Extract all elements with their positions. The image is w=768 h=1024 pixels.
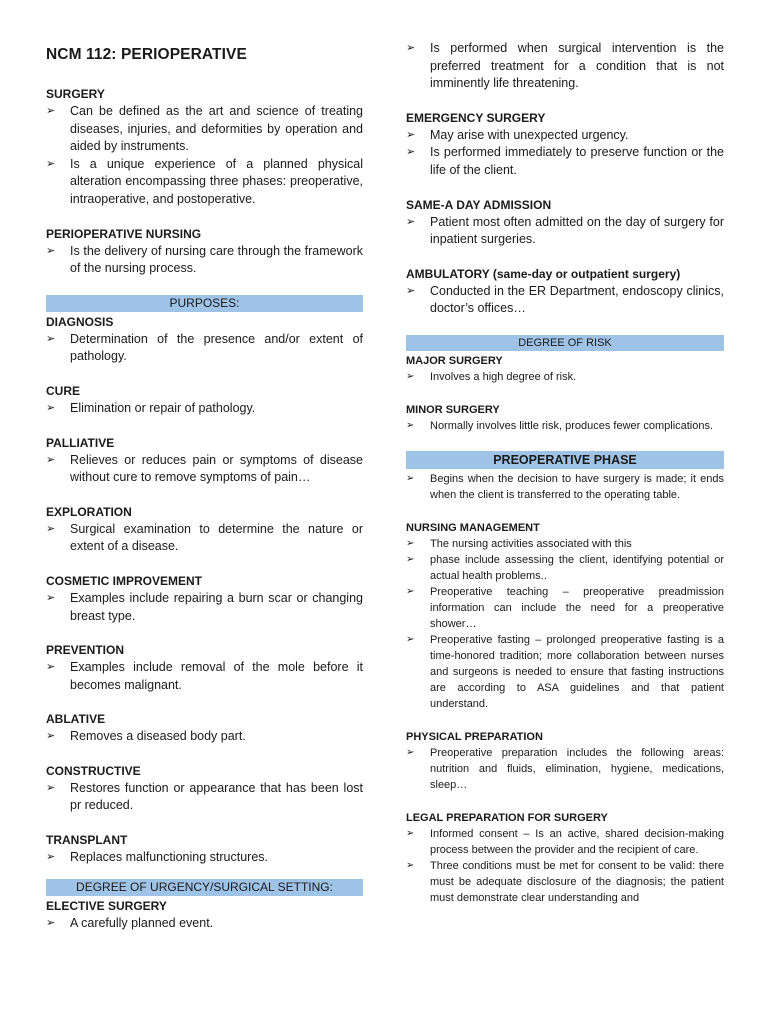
arrow-bullet-icon: ➢: [406, 42, 416, 54]
bullet-list-preoperative-phase: [406, 471, 724, 503]
bullet-list-emergency-surgery: [406, 127, 724, 180]
section-heading-major-surgery: MAJOR SURGERY: [406, 354, 503, 367]
list-item: ➢ Surgical examination to determine the nature or extent of a disease.: [46, 521, 363, 554]
list-item: ➢ Elimination or repair of pathology.: [46, 400, 363, 418]
arrow-bullet-icon: ➢: [406, 215, 416, 228]
arrow-bullet-icon: ➢: [46, 453, 56, 466]
section-heading-prevention: PREVENTION: [46, 643, 125, 658]
arrow-bullet-icon: ➢: [46, 661, 56, 674]
section-bar-degree-of-urgency: DEGREE OF URGENCY/SURGICAL SETTING:: [46, 879, 363, 896]
arrow-bullet-icon: ➢: [406, 553, 415, 565]
arrow-bullet-icon: ➢: [406, 284, 416, 297]
bullet-list-physical-preparation: [406, 745, 724, 793]
section-heading-emergency-surgery: EMERGENCY SURGERY: [406, 110, 546, 125]
arrow-bullet-icon: ➢: [406, 146, 416, 159]
section-heading-ambulatory: AMBULATORY (same-day or outpatient surgery): [406, 266, 681, 281]
section-heading-elective-surgery: ELECTIVE SURGERY: [46, 898, 167, 913]
list-item: ➢ Patient most often admitted on the day of surgery for inpatient surgeries.: [406, 214, 724, 247]
list-item: ➢ Can be defined as the art and science of treating diseases, injuries, and deformities by operation and aided by instruments.: [46, 104, 363, 154]
list-item: ➢ Is performed when surgical intervention is the preferred treatment for a condition that is not imminently life threatening.: [406, 41, 724, 91]
section-heading-physical-preparation: PHYSICAL PREPARATION: [406, 730, 543, 743]
bullet-list-diagnosis: [46, 331, 363, 366]
section-heading-surgery: SURGERY: [46, 87, 105, 101]
bullet-list-transplant: [46, 849, 363, 867]
bullet-list-prevention: [46, 659, 363, 694]
arrow-bullet-icon: ➢: [406, 585, 415, 597]
page-title: NCM 112: PERIOPERATIVE: [46, 46, 247, 63]
bullet-list-exploration: [46, 521, 363, 556]
list-item: ➢ Restores function or appearance that has been lost pr reduced.: [46, 780, 363, 813]
section-heading-exploration: EXPLORATION: [46, 504, 132, 519]
section-heading-minor-surgery: MINOR SURGERY: [406, 403, 500, 416]
list-item: ➢ Is the delivery of nursing care through the framework of the nursing process.: [46, 243, 363, 276]
arrow-bullet-icon: ➢: [46, 851, 56, 864]
list-item: ➢ Normally involves little risk, produces fewer complications.: [406, 419, 714, 432]
arrow-bullet-icon: ➢: [46, 244, 56, 257]
section-heading-nursing-management: NURSING MANAGEMENT: [406, 521, 540, 534]
arrow-bullet-icon: ➢: [46, 157, 56, 170]
bullet-list-major-surgery: [406, 369, 724, 385]
bullet-list-palliative: [46, 452, 363, 487]
list-item: ➢ Begins when the decision to have surgery is made; it ends when the client is transferred to the operating table.: [406, 472, 724, 501]
arrow-bullet-icon: ➢: [406, 633, 415, 645]
arrow-bullet-icon: ➢: [406, 472, 415, 484]
bullet-list-cosmetic-improvement: [46, 590, 363, 625]
section-heading-cure: CURE: [46, 383, 81, 398]
list-item: ➢ The nursing activities associated with this: [406, 537, 632, 550]
arrow-bullet-icon: ➢: [46, 916, 56, 929]
section-bar-preoperative-phase: PREOPERATIVE PHASE: [406, 451, 724, 469]
section-heading-ablative: ABLATIVE: [46, 712, 106, 727]
list-item: ➢ Three conditions must be met for consent to be valid: there must be adequate disclosure of the diagnosis; the patient must demonstrate clear understanding and: [406, 859, 724, 904]
list-item: ➢ Examples include removal of the mole before it becomes malignant.: [46, 660, 363, 692]
bullet-list-constructive: [46, 780, 363, 815]
arrow-bullet-icon: ➢: [406, 370, 415, 382]
bullet-list-elective-continued: [406, 40, 724, 93]
bullet-list-cure: [46, 400, 363, 418]
arrow-bullet-icon: ➢: [406, 537, 415, 549]
bullet-list-elective-surgery: [46, 915, 363, 933]
list-item: ➢ Determination of the presence and/or extent of pathology.: [46, 331, 363, 364]
list-item: ➢ Removes a diseased body part.: [46, 728, 363, 746]
section-heading-same-day-admission: SAME-A DAY ADMISSION: [406, 197, 552, 212]
left-column: [46, 40, 363, 932]
list-item: ➢ Relieves or reduces pain or symptoms of disease without cure to remove symptoms of pain…: [46, 452, 363, 485]
section-heading-palliative: PALLIATIVE: [46, 435, 115, 450]
list-item: ➢ Preoperative preparation includes the following areas: nutrition and fluids, elimination, hygiene, medications, sleep…: [406, 746, 724, 791]
arrow-bullet-icon: ➢: [406, 419, 415, 431]
section-heading-legal-preparation: LEGAL PREPARATION FOR SURGERY: [406, 811, 608, 824]
section-heading-cosmetic-improvement: COSMETIC IMPROVEMENT: [46, 573, 203, 588]
arrow-bullet-icon: ➢: [406, 859, 415, 871]
bullet-list-surgery: [46, 103, 363, 209]
section-heading-constructive: CONSTRUCTIVE: [46, 763, 141, 778]
arrow-bullet-icon: ➢: [406, 827, 415, 839]
arrow-bullet-icon: ➢: [46, 105, 56, 117]
list-item: ➢ Is a unique experience of a planned physical alteration encompassing three phases: preoperative, intraoperative, and postoperative.: [46, 156, 363, 206]
list-item: ➢ Replaces malfunctioning structures.: [46, 849, 363, 867]
bullet-list-ablative: [46, 728, 363, 746]
arrow-bullet-icon: ➢: [46, 401, 56, 414]
section-heading-perioperative-nursing: PERIOPERATIVE NURSING: [46, 226, 202, 241]
arrow-bullet-icon: ➢: [406, 746, 415, 758]
right-column: [406, 40, 724, 906]
list-item: ➢ phase include assessing the client, identifying potential or actual health problems..: [406, 553, 724, 582]
section-heading-diagnosis: DIAGNOSIS: [46, 314, 114, 329]
list-item: ➢ May arise with unexpected urgency.: [406, 127, 724, 145]
arrow-bullet-icon: ➢: [46, 730, 56, 743]
list-item: ➢ Preoperative teaching – preoperative preadmission information can include the need for a preoperative shower…: [406, 585, 724, 630]
list-item: ➢ Examples include repairing a burn scar or changing breast type.: [46, 590, 363, 623]
bullet-list-ambulatory: [406, 283, 724, 318]
bullet-list-minor-surgery: [406, 418, 724, 434]
bullet-list-nursing-management: [406, 536, 724, 712]
section-bar-purposes: PURPOSES:: [46, 295, 363, 312]
arrow-bullet-icon: ➢: [46, 332, 56, 345]
list-item: ➢ Conducted in the ER Department, endoscopy clinics, doctor’s offices…: [406, 283, 724, 316]
bullet-list-perioperative-nursing: [46, 243, 363, 278]
bullet-list-same-day-admission: [406, 214, 724, 249]
list-item: ➢ A carefully planned event.: [46, 915, 363, 933]
section-bar-degree-of-risk: DEGREE OF RISK: [406, 335, 724, 351]
list-item: ➢ Informed consent – Is an active, shared decision-making process between the provider and the recipient of care.: [406, 827, 724, 856]
list-item: ➢ Preoperative fasting – prolonged preoperative fasting is a time-honored tradition; more collaboration between nurses and surgeons is needed to ensure that fasting instructions are according to ASA guidelines and that patient understand.: [406, 633, 724, 710]
arrow-bullet-icon: ➢: [46, 781, 56, 794]
list-item: ➢ Involves a high degree of risk.: [406, 370, 577, 383]
bullet-list-legal-preparation: [406, 826, 724, 906]
section-heading-transplant: TRANSPLANT: [46, 833, 128, 848]
arrow-bullet-icon: ➢: [46, 591, 56, 604]
arrow-bullet-icon: ➢: [406, 128, 416, 141]
arrow-bullet-icon: ➢: [46, 522, 56, 535]
list-item: ➢ Is performed immediately to preserve function or the life of the client.: [406, 145, 724, 177]
